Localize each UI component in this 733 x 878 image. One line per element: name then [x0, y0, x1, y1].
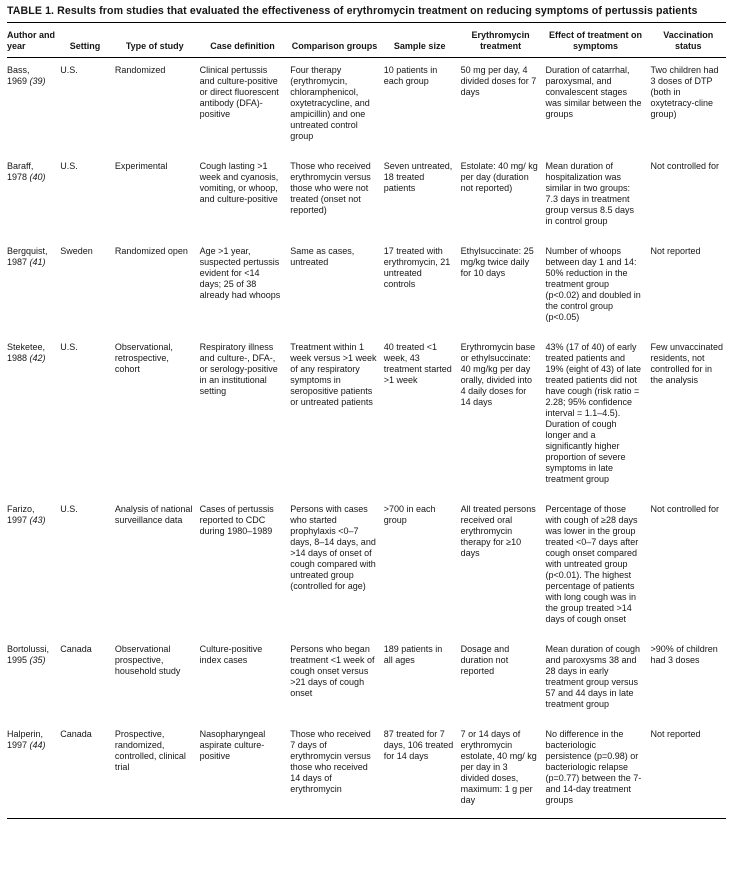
cell-sample-size: 189 patients in all ages	[383, 643, 443, 665]
reference-number: (43)	[29, 514, 46, 525]
cell-author-year	[7, 57, 60, 154]
cell-type-of-study: Observational, retrospective, cohort	[114, 341, 173, 374]
cell-author-year	[7, 722, 60, 819]
cell-comparison-groups: Persons with cases who started prophylaxis <0–7 days, 8–14 days, and >14 days of onset of cough compared with untreated group (controlled for age)	[290, 503, 376, 591]
reference-number: (35)	[29, 654, 46, 665]
cell-setting: U.S.	[60, 64, 78, 75]
cell-effect-of-treatment: Number of whoops between day 1 and 14: 50% reduction in the treatment group (p<0.02) and doubled in the control group (p<0.05)	[545, 245, 641, 322]
cell-comparison-groups: Those who received erythromycin versus those who were not treated (onset not reported)	[290, 160, 371, 215]
column-header-erythromycin-treatment: Erythromycin treatment	[461, 22, 546, 57]
cell-effect-of-treatment: Mean duration of cough and paroxysms 38 and 28 days in early treatment group versus 57 and 44 days in late treatment group	[545, 643, 641, 709]
cell-comparison-groups: Treatment within 1 week versus >1 week of any respiratory symptoms in seropositive patients or untreated patients	[290, 341, 377, 407]
column-header-vaccination-status: Vaccination status	[650, 22, 726, 57]
author-name: Steketee,	[7, 341, 46, 352]
author-name: Bortolussi,	[7, 643, 50, 654]
table-row	[7, 239, 726, 335]
cell-vaccination-status: >90% of children had 3 doses	[650, 643, 718, 665]
column-header-sample-size: Sample size	[384, 22, 461, 57]
author-name: Bass,	[7, 64, 30, 75]
author-year: 1995	[7, 654, 28, 665]
cell-sample-size: Seven untreated, 18 treated patients	[383, 160, 453, 193]
cell-case-definition: Clinical pertussis and culture-positive or direct fluorescent antibody (DFA)-positive	[199, 64, 279, 119]
cell-erythromycin-treatment: All treated persons received oral erythromycin therapy for ≥10 days	[460, 503, 536, 558]
reference-number: (39)	[29, 75, 46, 86]
cell-effect-of-treatment: Duration of catarrhal, paroxysmal, and convalescent stages was similar between the groups	[545, 64, 642, 119]
cell-comparison-groups: Four therapy (erythromycin, chloramphenicol, oxytetracycline, and ampicillin) and one untreated control group	[290, 64, 370, 141]
cell-setting: Canada	[60, 643, 92, 654]
author-year: 1997	[7, 739, 28, 750]
table-row	[7, 57, 726, 154]
cell-comparison-groups: Same as cases, untreated	[290, 245, 355, 267]
cell-vaccination-status: Not controlled for	[650, 160, 719, 171]
cell-vaccination-status: Not controlled for	[650, 503, 719, 514]
cell-type-of-study: Randomized	[114, 64, 166, 75]
author-name: Baraff,	[7, 160, 34, 171]
cell-effect-of-treatment: Percentage of those with cough of ≥28 days was lower in the group treated <0–7 days after cough onset compared with untreated group (p<0.01). The highest percentage of patients with long cough was in the group treated >14 days of cough onset	[545, 503, 639, 624]
results-table	[7, 22, 726, 819]
cell-author-year	[7, 497, 60, 637]
cell-author-year	[7, 637, 60, 722]
author-name: Bergquist,	[7, 245, 48, 256]
cell-setting: U.S.	[60, 341, 78, 352]
column-header-type-of-study: Type of study	[115, 22, 200, 57]
header-row	[7, 22, 726, 57]
reference-number: (40)	[29, 171, 46, 182]
cell-setting: U.S.	[60, 160, 78, 171]
table-title: TABLE 1. Results from studies that evaluated the effectiveness of erythromycin treatment on reducing symptoms of pertussis patients	[7, 5, 698, 17]
cell-type-of-study: Randomized open	[114, 245, 188, 256]
cell-effect-of-treatment: 43% (17 of 40) of early treated patients and 19% (eight of 43) of late treated patients did not have cough (risk ratio = 2.28; 95% confidence interval = 1.1–4.5). Duration of cough longer and a significantly higher proportion of severe symptoms in late treatment group	[545, 341, 642, 484]
author-year: 1988	[7, 352, 28, 363]
author-year: 1969	[7, 75, 28, 86]
cell-sample-size: 17 treated with erythromycin, 21 untreated controls	[383, 245, 451, 289]
cell-setting: Sweden	[60, 245, 93, 256]
column-header-setting: Setting	[60, 22, 115, 57]
cell-case-definition: Nasopharyngeal aspirate culture-positive	[199, 728, 266, 761]
cell-setting: U.S.	[60, 503, 78, 514]
cell-author-year	[7, 154, 60, 239]
cell-case-definition: Respiratory illness and culture-, DFA-, or serology-positive in an institutional setting	[199, 341, 278, 396]
cell-setting: Canada	[60, 728, 92, 739]
column-header-author-year: Author and year	[7, 22, 60, 57]
cell-effect-of-treatment: No difference in the bacteriologic persistence (p=0.98) or bacteriologic relapse (p=0.77) between the 7- and 14-day treatment groups	[545, 728, 642, 805]
cell-case-definition: Culture-positive index cases	[199, 643, 263, 665]
reference-number: (41)	[29, 256, 46, 267]
reference-number: (42)	[29, 352, 46, 363]
cell-author-year	[7, 239, 60, 335]
author-year: 1997	[7, 514, 28, 525]
cell-vaccination-status: Two children had 3 doses of DTP (both in oxytetracy-cline group)	[650, 64, 719, 119]
cell-vaccination-status: Few unvaccinated residents, not controlled for in the analysis	[650, 341, 723, 385]
cell-sample-size: 40 treated <1 week, 43 treatment started >1 week	[383, 341, 452, 385]
cell-sample-size: >700 in each group	[383, 503, 436, 525]
table-row	[7, 497, 726, 637]
table-row	[7, 154, 726, 239]
cell-comparison-groups: Persons who began treatment <1 week of cough onset versus >21 days of cough onset	[290, 643, 375, 698]
cell-erythromycin-treatment: Ethylsuccinate: 25 mg/kg twice daily for 10 days	[460, 245, 534, 278]
table-row	[7, 637, 726, 722]
author-name: Halperin,	[7, 728, 44, 739]
cell-author-year	[7, 335, 60, 497]
cell-vaccination-status: Not reported	[650, 728, 701, 739]
cell-type-of-study: Prospective, randomized, controlled, clinical trial	[114, 728, 186, 772]
cell-type-of-study: Experimental	[114, 160, 168, 171]
cell-case-definition: Age >1 year, suspected pertussis evident for <14 days; 25 of 38 already had whoops	[199, 245, 281, 300]
column-header-comparison-groups: Comparison groups	[290, 22, 383, 57]
cell-type-of-study: Analysis of national surveillance data	[114, 503, 193, 525]
cell-erythromycin-treatment: Estolate: 40 mg/ kg per day (duration not reported)	[460, 160, 538, 193]
table-row	[7, 722, 726, 819]
cell-erythromycin-treatment: 7 or 14 days of erythromycin estolate, 40 mg/ kg per day in 3 divided doses, maximum: 1 g per day	[460, 728, 537, 805]
cell-case-definition: Cases of pertussis reported to CDC during 1980–1989	[199, 503, 274, 536]
author-year: 1987	[7, 256, 28, 267]
cell-type-of-study: Observational prospective, household study	[114, 643, 181, 676]
cell-erythromycin-treatment: Erythromycin base or ethylsuccinate: 40 mg/kg per day orally, divided into 4 daily doses for 14 days	[460, 341, 536, 407]
cell-erythromycin-treatment: Dosage and duration not reported	[460, 643, 510, 676]
author-name: Farizo,	[7, 503, 35, 514]
reference-number: (44)	[29, 739, 46, 750]
table-row	[7, 335, 726, 497]
cell-case-definition: Cough lasting >1 week and cyanosis, vomiting, or whoop, and culture-positive	[199, 160, 279, 204]
cell-sample-size: 87 treated for 7 days, 106 treated for 14 days	[383, 728, 454, 761]
cell-comparison-groups: Those who received 7 days of erythromycin versus those who received 14 days of erythromycin	[290, 728, 371, 794]
column-header-effect-of-treatment: Effect of treatment on symptoms	[545, 22, 650, 57]
column-header-case-definition: Case definition	[200, 22, 291, 57]
cell-erythromycin-treatment: 50 mg per day, 4 divided doses for 7 days	[460, 64, 537, 97]
author-year: 1978	[7, 171, 28, 182]
cell-effect-of-treatment: Mean duration of hospitalization was similar in two groups: 7.3 days in treatment group versus 8.5 days in control group	[545, 160, 635, 226]
cell-vaccination-status: Not reported	[650, 245, 701, 256]
cell-sample-size: 10 patients in each group	[383, 64, 438, 86]
